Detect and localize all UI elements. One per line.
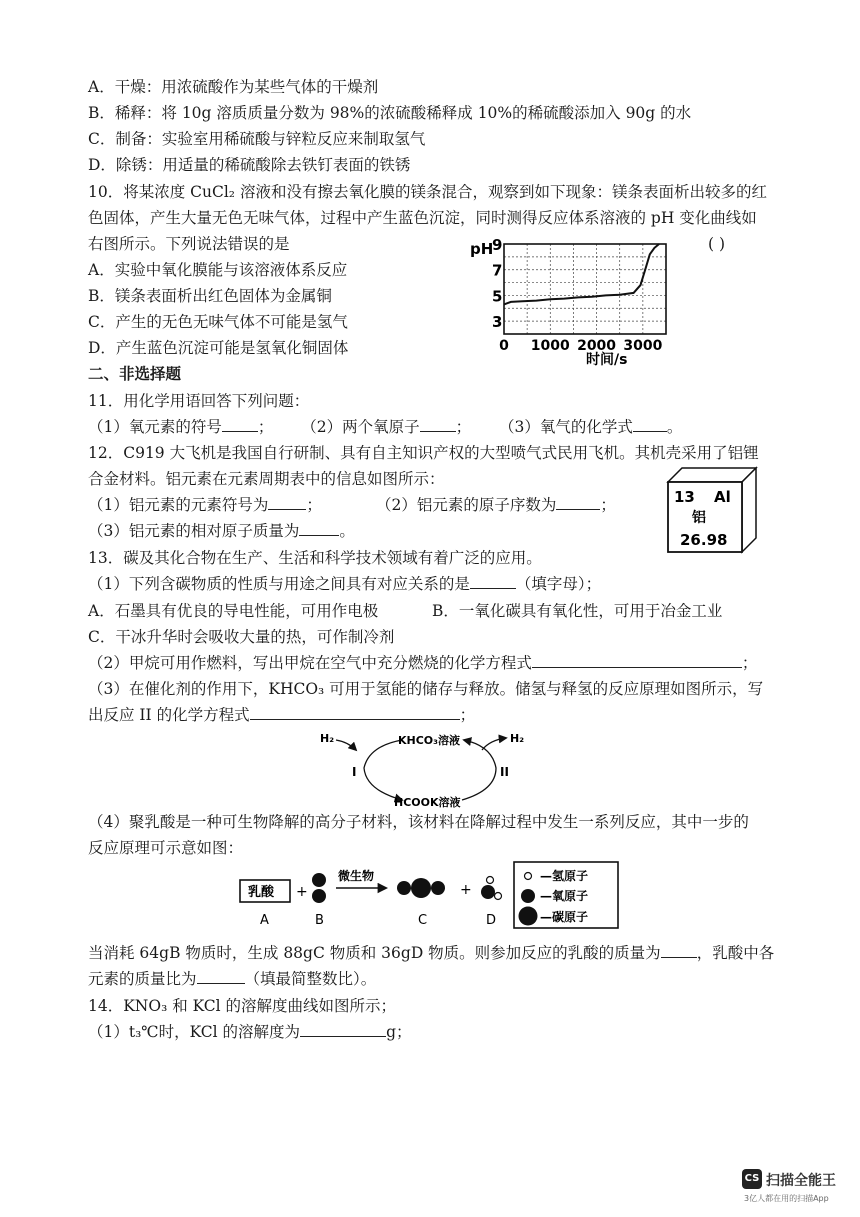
blank[interactable]	[661, 943, 697, 958]
punct: ；	[741, 654, 758, 672]
q13-part3-line2	[88, 705, 475, 725]
reaction-ii-label: II	[500, 765, 509, 779]
blank[interactable]	[250, 705, 460, 720]
label-d: D	[486, 913, 497, 928]
molecule-d-icon	[481, 877, 502, 900]
q10-option-a: A．实验中氧化膜能与该溶液体系反应	[88, 261, 348, 279]
q13-part5-tail: ，乳酸中各	[696, 944, 775, 962]
q13-part5-line1	[88, 943, 774, 963]
hcook-label: HCOOK溶液	[394, 796, 461, 809]
label-c: C	[418, 913, 428, 928]
q13-part3-line1: （3）在催化剂的作用下，KHCO₃ 可用于氢能的储存与释放。储氢与释氢的反应原理如图所示，写	[88, 680, 764, 698]
scanner-tagline: 3亿人都在用的扫描App	[744, 1194, 829, 1203]
y-tick-label: 5	[492, 287, 503, 306]
hydrogen-cycle-diagram	[314, 728, 554, 810]
molecule-c-icon	[397, 878, 445, 898]
molecule-b-icon	[312, 873, 326, 903]
q9-option-d: D．除锈：用适量的稀硫酸除去铁钉表面的铁锈	[88, 156, 411, 174]
punct: 。	[339, 522, 355, 540]
q10-option-b: B．镁条表面析出红色固体为金属铜	[88, 287, 332, 305]
blank[interactable]	[556, 495, 600, 510]
q12-part2: （2）铝元素的原子序数为	[376, 496, 557, 514]
reaction-i-label: I	[352, 765, 357, 779]
q14-unit: g；	[386, 1023, 412, 1041]
q11-parts	[88, 417, 682, 437]
punct: ；	[257, 418, 274, 436]
y-axis-label: pH	[470, 240, 494, 258]
punct: ；	[306, 496, 322, 514]
q11-part1: （1）氧元素的符号	[88, 418, 222, 436]
element-number: 13	[674, 488, 695, 506]
q10-option-d: D．产生蓝色沉淀可能是氢氧化铜固体	[88, 339, 349, 357]
q10-option-c: C．产生的无色无味气体不可能是氢气	[88, 313, 348, 331]
khco3-label: KHCO₃溶液	[398, 734, 460, 747]
arrow-condition: 微生物	[338, 869, 375, 883]
ph-chart	[462, 232, 682, 372]
q9-option-c: C．制备：实验室用稀硫酸与锌粒反应来制取氢气	[88, 130, 426, 148]
blank[interactable]	[633, 417, 667, 432]
blank[interactable]	[532, 653, 742, 668]
q14-stem: 14．KNO₃ 和 KCl 的溶解度曲线如图所示；	[88, 997, 397, 1015]
q12-part1: （1）铝元素的元素符号为	[88, 496, 269, 514]
chart-grid	[504, 244, 666, 334]
lactic-acid-label: 乳酸	[248, 885, 275, 900]
q13-option-c: C．干冰升华时会吸收大量的热，可作制冷剂	[88, 628, 395, 646]
q13-option-b: B．一氧化碳具有氧化性，可用于冶金工业	[432, 602, 723, 620]
legend-oxygen: —氧原子	[540, 889, 589, 903]
x-tick-label: 0	[499, 338, 509, 354]
scanner-logo-icon: CS	[742, 1169, 762, 1189]
y-tick-label: 9	[492, 236, 503, 254]
section-heading: 二、非选择题	[88, 365, 182, 383]
h2-out-label: H₂	[510, 732, 525, 745]
q9-option-a: A．干燥：用浓硫酸作为某些气体的干燥剂	[88, 78, 379, 96]
punct: ；	[455, 418, 472, 436]
hydrogen-atom-icon	[525, 873, 532, 880]
blank[interactable]	[300, 1022, 386, 1037]
q13-part1	[88, 574, 601, 594]
q13-part1-tail: （填字母）；	[515, 575, 602, 593]
y-tick-label: 7	[492, 261, 503, 280]
label-b: B	[315, 913, 324, 928]
q13-part3-text: 出反应 II 的化学方程式	[88, 706, 250, 724]
q12-row2	[88, 521, 355, 541]
element-mass: 26.98	[680, 531, 728, 549]
q12-row1	[88, 495, 322, 515]
q13-part4-line2: 反应原理可示意如图：	[88, 839, 244, 857]
reaction-schematic	[230, 860, 630, 930]
q10-stem-line1: 10．将某浓度 CuCl₂ 溶液和没有擦去氧化膜的镁条混合，观察到如下现象：镁条表面析出较多的红	[88, 183, 767, 201]
q12-row1b	[376, 495, 616, 515]
q14-part1	[88, 1022, 412, 1042]
q11-stem: 11．用化学用语回答下列问题：	[88, 392, 310, 410]
blank[interactable]	[268, 495, 306, 510]
answer-paren: ( )	[708, 235, 726, 253]
plus-2: +	[460, 882, 472, 898]
blank[interactable]	[197, 969, 245, 984]
q13-part2-text: （2）甲烷可用作燃料，写出甲烷在空气中充分燃烧的化学方程式	[88, 654, 532, 672]
blank[interactable]	[299, 521, 339, 536]
blank[interactable]	[470, 574, 516, 589]
q11-part3: （3）氧气的化学式	[499, 418, 633, 436]
chart-frame	[504, 244, 666, 334]
punct: 。	[666, 418, 683, 436]
carbon-atom-icon	[519, 907, 538, 926]
label-a: A	[260, 913, 269, 928]
q13-option-a: A．石墨具有优良的导电性能，可用作电极	[88, 602, 379, 620]
legend-carbon: —碳原子	[540, 910, 589, 924]
q13-part5b-text: 元素的质量比为	[88, 970, 197, 988]
q13-part4-line1: （4）聚乳酸是一种可生物降解的高分子材料，该材料在降解过程中发生一系列反应，其中一步的	[88, 813, 749, 831]
q13-part2	[88, 653, 757, 673]
oxygen-atom-icon	[521, 889, 535, 903]
q14-part1-text: （1）t₃℃时，KCl 的溶解度为	[88, 1023, 301, 1041]
blank[interactable]	[222, 417, 258, 432]
x-tick-label: 3000	[623, 338, 663, 354]
q10-stem-line3: 右图所示。下列说法错误的是	[88, 235, 290, 253]
x-tick-label: 2000	[577, 338, 617, 354]
q12-part3: （3）铝元素的相对原子质量为	[88, 522, 300, 540]
scanner-app-name: 扫描全能王	[766, 1173, 836, 1189]
element-name: 铝	[692, 510, 706, 526]
legend-hydrogen: —氢原子	[540, 869, 589, 883]
h2-in-label: H₂	[320, 732, 335, 745]
plus-1: +	[296, 884, 308, 900]
punct: ；	[600, 496, 616, 514]
q12-stem-line1: 12．C919 大飞机是我国自行研制、具有自主知识产权的大型喷气式民用飞机。其机壳采用了铝锂	[88, 444, 759, 462]
y-tick-label: 3	[492, 313, 503, 332]
element-tile	[664, 464, 760, 556]
blank[interactable]	[420, 417, 456, 432]
q11-part2: （2）两个氧原子	[301, 418, 420, 436]
x-tick-label: 1000	[530, 338, 570, 354]
q10-stem-line2: 色固体，产生大量无色无味气体，过程中产生蓝色沉淀，同时测得反应体系溶液的 pH 变化曲线如	[88, 209, 757, 227]
punct: ；	[459, 706, 476, 724]
q13-part1-text: （1）下列含碳物质的性质与用途之间具有对应关系的是	[88, 575, 470, 593]
q13-stem: 13．碳及其化合物在生产、生活和科学技术领域有着广泛的应用。	[88, 549, 542, 567]
element-symbol: Al	[714, 488, 731, 506]
q13-part5-text: 当消耗 64gB 物质时，生成 88gC 物质和 36gD 物质。则参加反应的乳酸的质量为	[88, 944, 661, 962]
q13-part5b-tail: （填最简整数比）。	[244, 970, 377, 988]
x-axis-label: 时间/s	[586, 352, 628, 368]
q9-option-b: B．稀释：将 10g 溶质质量分数为 98%的浓硫酸稀释成 10%的稀硫酸添加入 90g 的水	[88, 104, 692, 122]
q12-stem-line2: 合金材料。铝元素在元素周期表中的信息如图所示：	[88, 470, 445, 488]
q13-part5-line2	[88, 969, 376, 989]
